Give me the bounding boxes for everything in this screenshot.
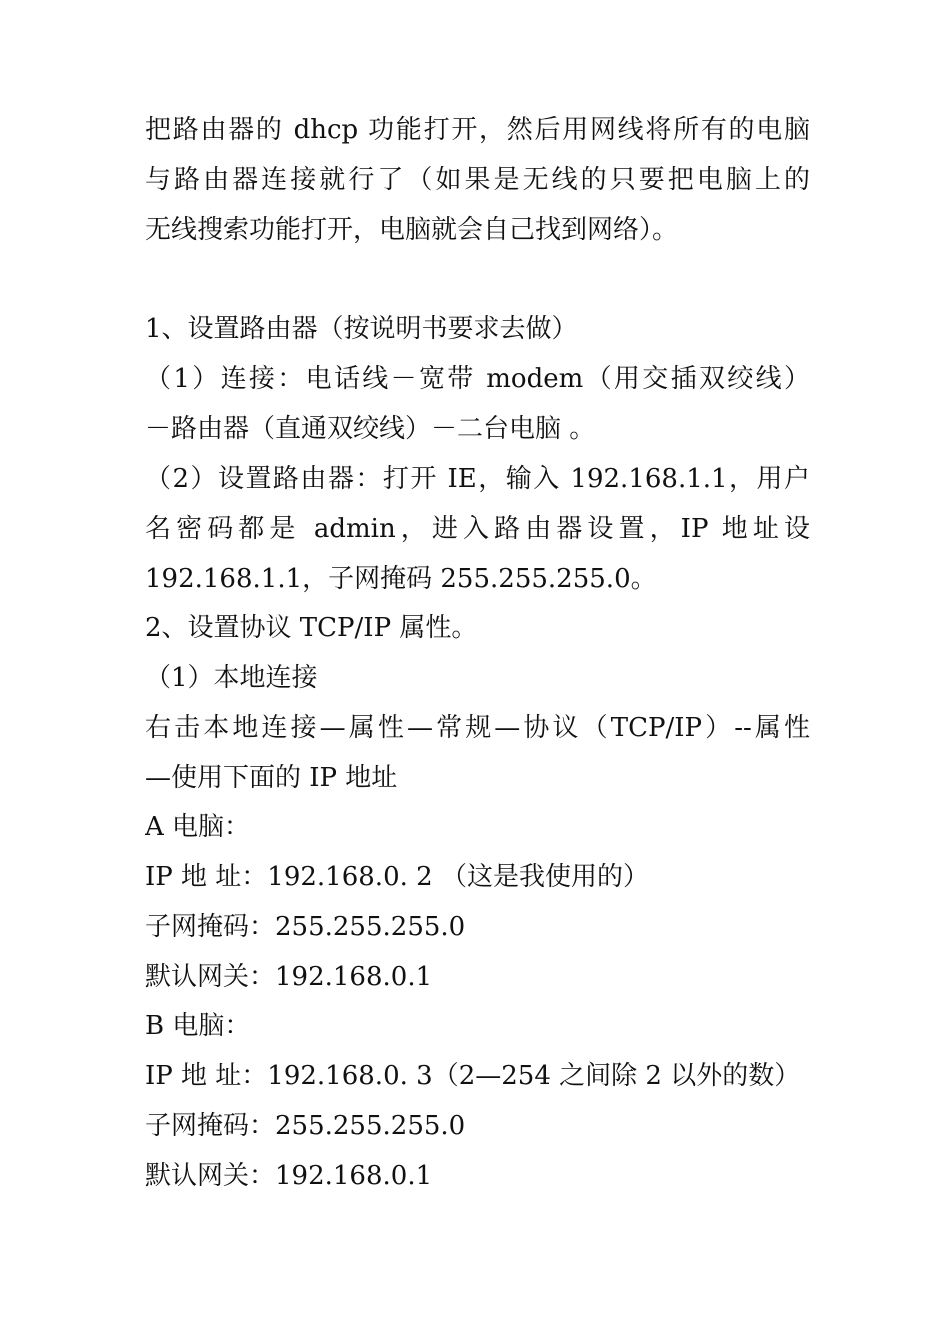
subnet-mask-line: 子网掩码：255.255.255.0 [145, 912, 466, 942]
paragraph-line: （1）本地连接 [145, 663, 318, 693]
default-gateway-line: 默认网关：192.168.0.1 [145, 962, 433, 992]
paragraph-line: 无线搜索功能打开，电脑就会自己找到网络）。 [145, 215, 679, 245]
subnet-mask-line: 子网掩码：255.255.255.0 [145, 1111, 466, 1141]
paragraph-line: 192.168.1.1，子网掩码 255.255.255.0。 [145, 564, 657, 594]
section-heading: 1、设置路由器（按说明书要求去做） [145, 314, 578, 344]
ip-address-line: IP 地 址：192.168.0. 2 （这是我使用的） [145, 862, 649, 892]
paragraph-line: 右击本地连接—属性—常规—协议（TCP/IP）--属性 [145, 713, 810, 743]
paragraph-line: —使用下面的 IP 地址 [145, 763, 398, 793]
paragraph-line: 把路由器的 dhcp 功能打开，然后用网线将所有的电脑 [145, 115, 810, 145]
computer-a-heading: A 电脑： [145, 812, 251, 842]
ip-address-line: IP 地 址：192.168.0. 3（2—254 之间除 2 以外的数） [145, 1061, 801, 1091]
paragraph-line: （1）连接：电话线－宽带 modem（用交插双绞线） [145, 364, 810, 394]
paragraph-line: （2）设置路由器：打开 IE，输入 192.168.1.1，用户 [145, 464, 810, 494]
default-gateway-line: 默认网关：192.168.0.1 [145, 1161, 433, 1191]
paragraph-line: 与路由器连接就行了（如果是无线的只要把电脑上的 [145, 165, 810, 195]
section-heading: 2、设置协议 TCP/IP 属性。 [145, 613, 478, 643]
computer-b-heading: B 电脑： [145, 1011, 251, 1041]
paragraph-line: －路由器（直通双绞线）－二台电脑 。 [145, 414, 596, 444]
paragraph-line: 名密码都是 admin，进入路由器设置，IP 地址设 [145, 514, 810, 544]
